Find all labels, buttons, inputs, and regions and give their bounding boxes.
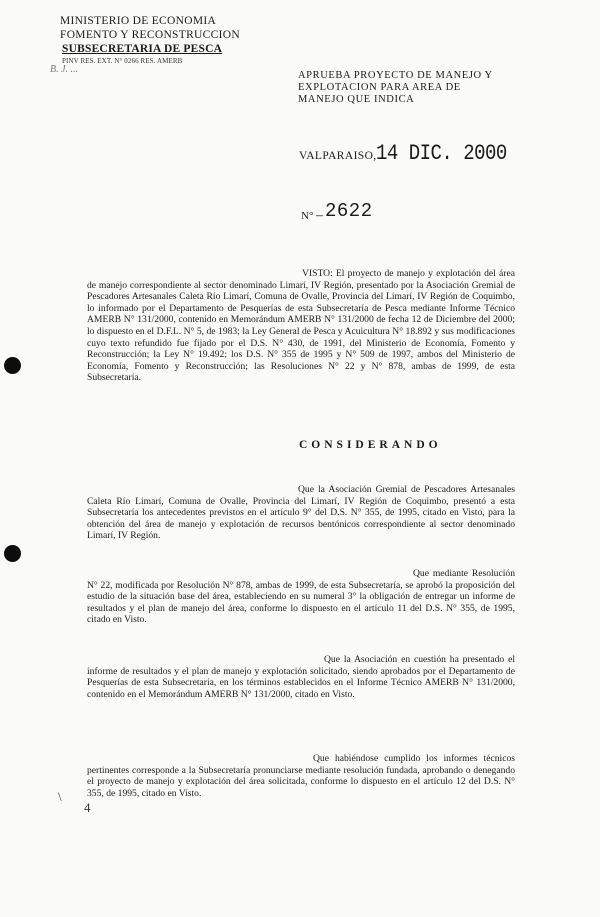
- margin-mark: 4: [84, 800, 91, 815]
- reference-code: PINV RES. EXT. N° 0266 RES. AMERB: [62, 57, 183, 65]
- margin-mark: \: [58, 789, 62, 804]
- stamped-date: 14 DIC. 2000: [376, 140, 507, 166]
- number-dash: –: [316, 208, 323, 223]
- subsecretaria-name: SUBSECRETARIA DE PESCA: [62, 43, 223, 55]
- considerando-paragraph-4: Que habiéndose cumplido los informes técnicos pertinentes corresponde a la Subsecretaría pronunciarse mediante resolución fundada, aprobando o denegando el proyecto de manejo y explotación del área solicitada, conforme lo dispuesto en el artículo 12 del D.S. N° 355, de 1995, citado en Visto.: [87, 753, 515, 799]
- handwritten-mark: B. J. ...: [50, 64, 79, 75]
- number-label: N°: [301, 210, 314, 222]
- place: VALPARAISO,: [299, 150, 377, 162]
- resolution-subject: APRUEBA PROYECTO DE MANEJO Y EXPLOTACION PARA AREA DE MANEJO QUE INDICA: [298, 70, 493, 105]
- considerando-heading: CONSIDERANDO: [299, 439, 442, 451]
- considerando-paragraph-2: Que mediante Resolución N° 22, modificada por Resolución N° 878, ambas de 1999, de esta Subsecretaría, se aprobó la proposición del estudio de la situación base del área, estableciendo en su numeral 3° la obligación de entregar un informe de resultados y el plan de manejo del área, conforme lo dispuesto en el artículo 11 del D.S. N° 355, de 1995, citado en Visto.: [87, 568, 515, 626]
- binder-hole: [4, 357, 21, 374]
- resolution-number: 2622: [325, 200, 373, 222]
- considerando-paragraph-1: Que la Asociación Gremial de Pescadores Artesanales Caleta Río Limarí, Comuna de Ovalle, Provincia del Limarí, IV Región de Coquimbo, presentó a esta Subsecretaría los antecedentes previstos en el artículo 9° del D.S. N° 355, de 1995, citado en Visto, para la obtención del área de manejo y explotación de recursos bentónicos correspondiente al sector denominado Limarí, IV Región.: [87, 484, 515, 542]
- visto-paragraph: VISTO: El proyecto de manejo y explotación del área de manejo correspondiente al sector denominado Limarí, IV Región, presentado por la Asociación Gremial de Pescadores Artesanales Caleta Río Limarí, Comuna de Ovalle, Provincia del Limarí, IV Región de Coquimbo, lo informado por el Departamento de Pesquerías de esta Subsecretaría de Pesca mediante Informe Técnico AMERB N° 131/2000, contenido en Memorándum AMERB N° 131/2000 de fecha 12 de Diciembre del 2000; lo dispuesto en el D.F.L. N° 5, de 1983; la Ley General de Pesca y Acuicultura N° 18.892 y sus modificaciones cuyo texto refundido fue fijado por el D.S. N° 430, de 1991, del Ministerio de Economía, Fomento y Reconstrucción; la Ley N° 19.492; los D.S. N° 355 de 1995 y N° 509 de 1997, ambos del Ministerio de Economía, Fomento y Reconstrucción; las Resoluciones N° 22 y N° 878, ambas de 1999, de esta Subsecretaría.: [87, 268, 515, 384]
- considerando-paragraph-3: Que la Asociación en cuestión ha presentado el informe de resultados y el plan de manejo y explotación solicitado, siendo aprobados por el Departamento de Pesquerías de esta Subsecretaría, en los términos establecidos en el Informe Técnico AMERB N° 131/2000, contenido en el Memorándum AMERB N° 131/2000, citado en Visto.: [87, 654, 515, 700]
- binder-hole: [4, 545, 21, 562]
- ministry-name-line2: FOMENTO Y RECONSTRUCCION: [60, 29, 240, 41]
- ministry-name-line1: MINISTERIO DE ECONOMIA: [60, 15, 217, 27]
